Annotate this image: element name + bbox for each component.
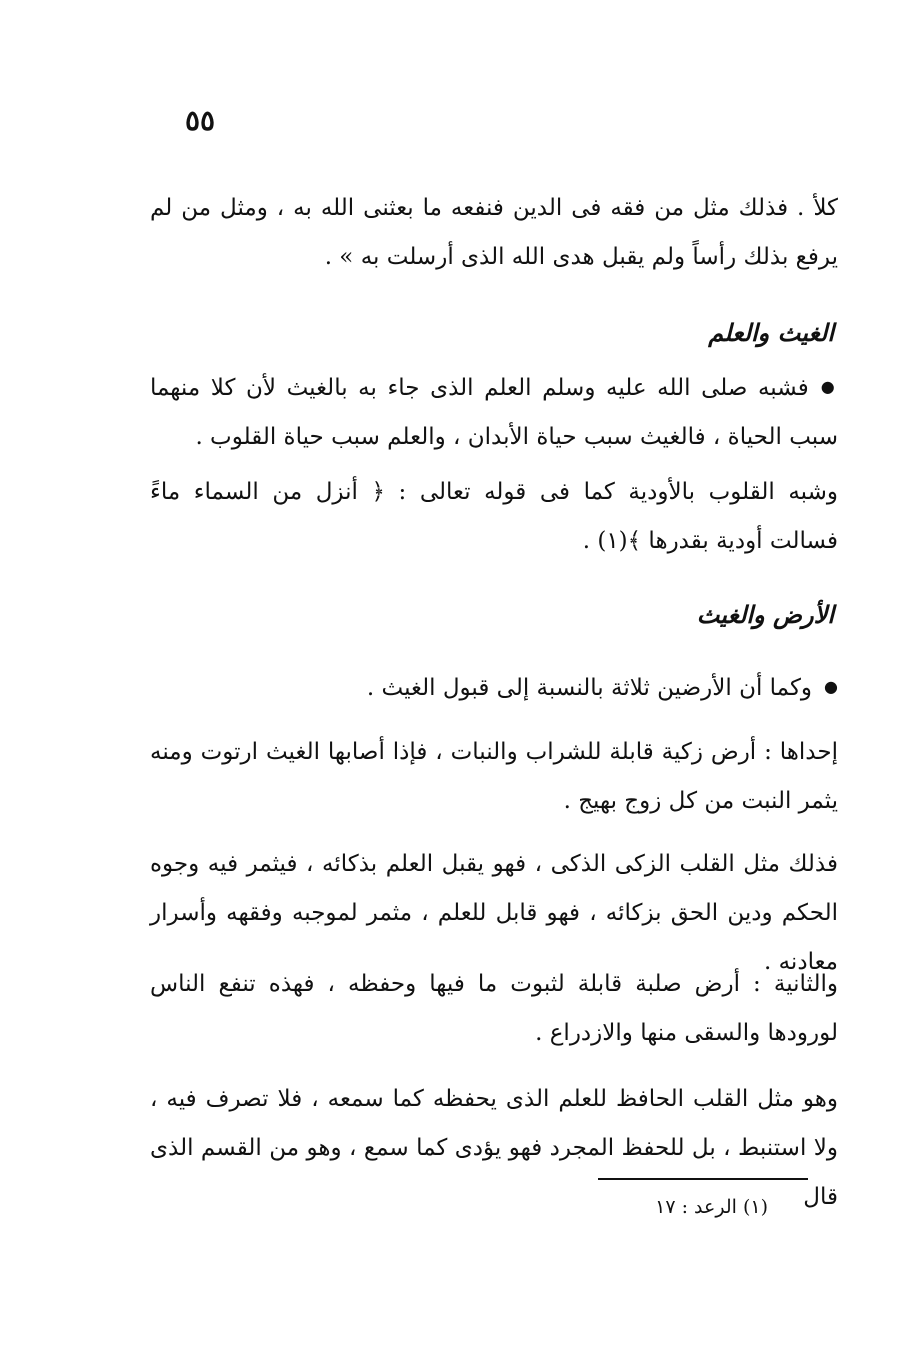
paragraph-hadith-end: كلأ . فذلك مثل من فقه فى الدين فنفعه ما بعثنى الله به ، ومثل من لم يرفع بذلك رأساً ولم يقبل هدى الله الذى أرسلت به » . [150, 195, 838, 270]
paragraph-preserving-heart: وهو مثل القلب الحافظ للعلم الذى يحفظه كما سمعه ، فلا تصرف فيه ، ولا استنبط ، بل للحفظ المجرد فهو يؤدى كما سمع ، وهو من القسم الذى قال [150, 1086, 838, 1210]
section-heading-earth-and-rain: الأرض والغيث [696, 600, 834, 629]
paragraph-bullet-rain-simile [150, 362, 838, 462]
paragraph-first-land: إحداها : أرض زكية قابلة للشراب والنبات ، فإذا أصابها الغيث ارتوت ومنه يثمر النبت من كل زوج بهيج . [150, 739, 838, 814]
paragraph-pure-heart: فذلك مثل القلب الزكى الذكى ، فهو يقبل العلم بذكائه ، فيثمر فيه وجوه الحكم ودين الحق بزكائه ، فهو قابل للعلم ، مثمر لموجبه وفقهه وأسرار معادنه . [150, 851, 838, 975]
paragraph-text: وكما أن الأرضين ثلاثة بالنسبة إلى قبول الغيث . [366, 675, 813, 701]
footnote: (١) الرعد : ١٧ [655, 1196, 768, 1218]
paragraph-bullet-three-lands [150, 662, 838, 713]
paragraph-second-land: والثانية : أرض صلبة قابلة لثبوت ما فيها وحفظه ، فهذه تنفع الناس لورودها والسقى منها والازدراع . [150, 971, 838, 1046]
bullet-icon [812, 675, 838, 701]
section-heading-rain-and-knowledge: الغيث والعلم [708, 318, 834, 347]
footnote-divider [598, 1178, 808, 1180]
paragraph-text: فشبه صلى الله عليه وسلم العلم الذى جاء به بالغيث لأن كلا منهما سبب الحياة ، فالغيث سبب حياة الأبدان ، والعلم سبب حياة القلوب . [150, 375, 838, 450]
paragraph-valleys-simile: وشبه القلوب بالأودية كما فى قوله تعالى : ﴿ أنزل من السماء ماءً فسالت أودية بقدرها ﴾(١) . [150, 479, 838, 554]
bullet-icon [809, 375, 838, 401]
page-number: ٥٥ [185, 104, 216, 137]
